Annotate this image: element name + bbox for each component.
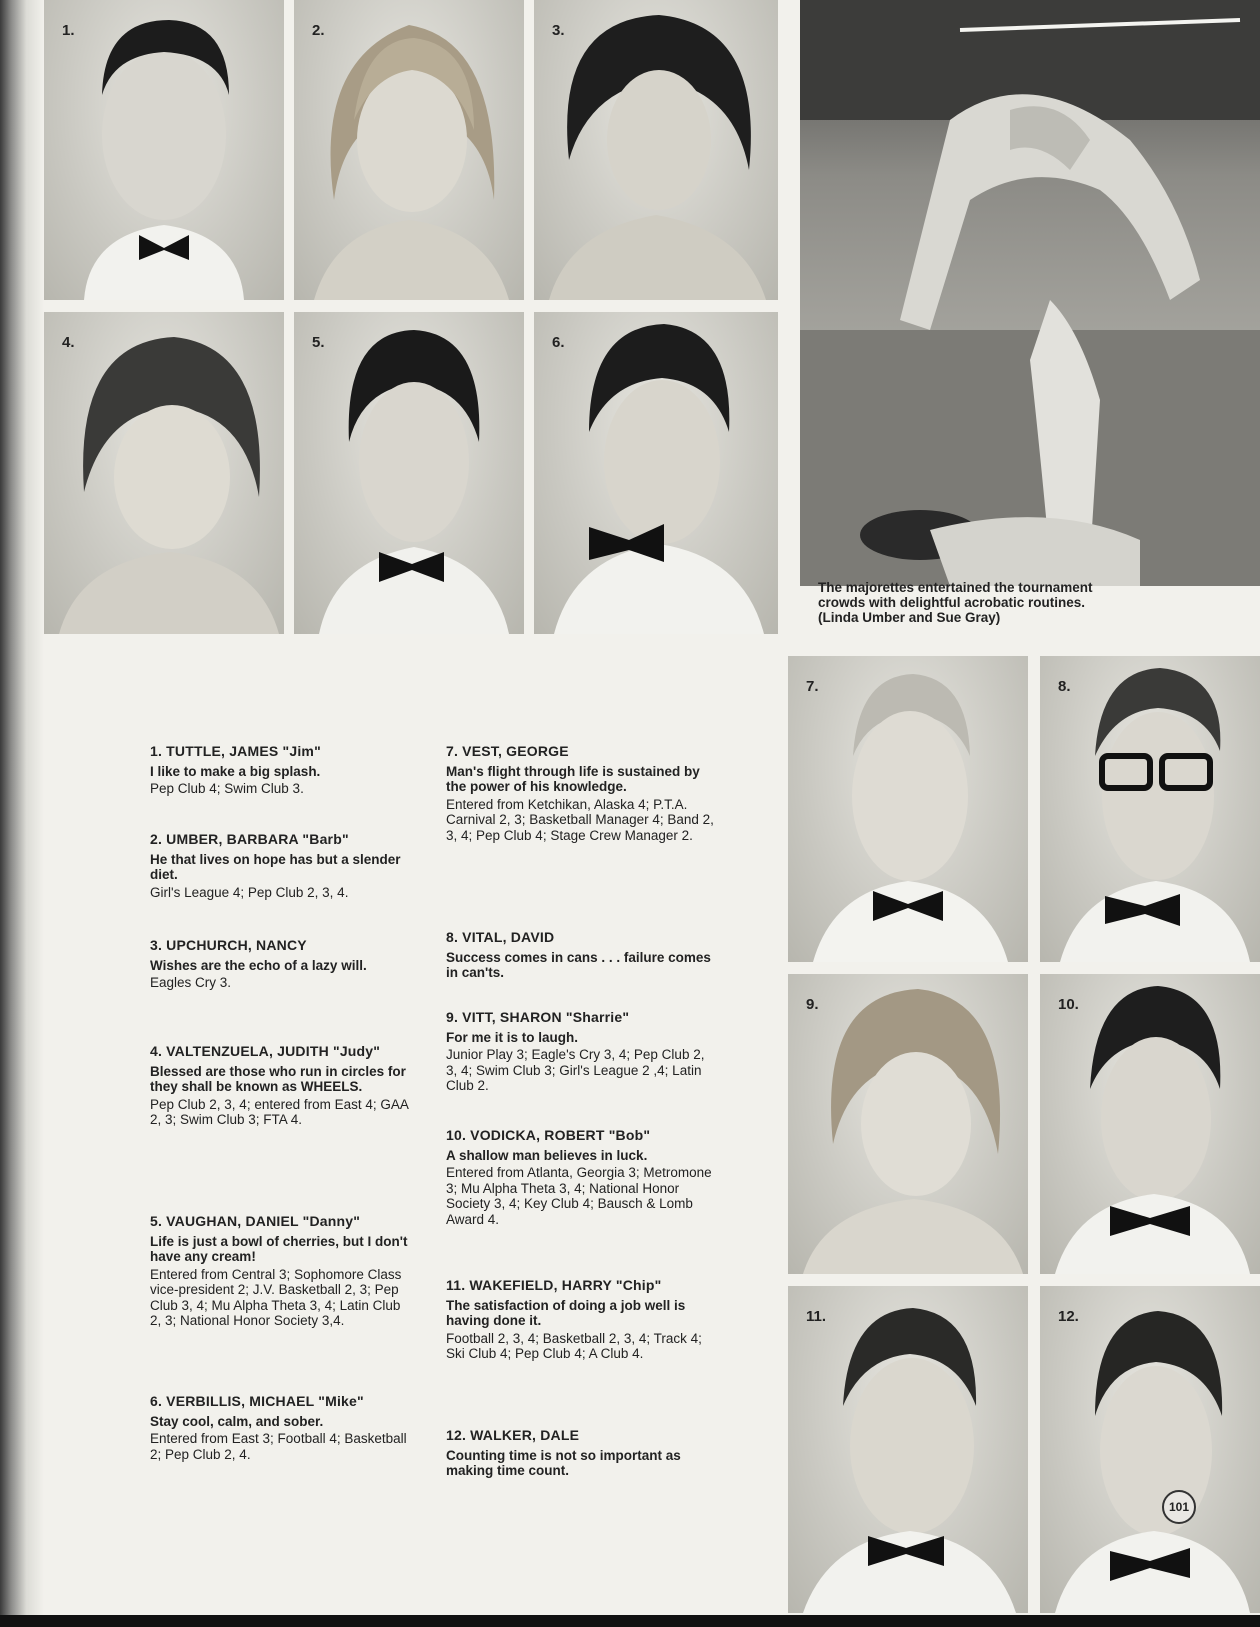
male-portrait (788, 656, 1028, 962)
senior-motto: Man's flight through life is sustained by the power of his knowledge. (446, 763, 700, 794)
senior-entry (446, 1010, 714, 1094)
senior-entry (446, 1278, 714, 1362)
senior-name: 1. TUTTLE, JAMES "Jim" (150, 743, 321, 759)
male-portrait (294, 312, 524, 634)
senior-activities: Entered from East 3; Football 4; Basketball 2; Pep Club 2, 4. (150, 1431, 407, 1462)
male-portrait (1040, 656, 1260, 962)
senior-activities: Junior Play 3; Eagle's Cry 3, 4; Pep Club 2, 3, 4; Swim Club 3; Girl's League 2 ,4; Latin Club 2. (446, 1047, 705, 1093)
portrait-photo (788, 656, 1028, 962)
male-portrait (1040, 1286, 1260, 1613)
portrait-number: 3. (552, 22, 565, 39)
senior-motto: Stay cool, calm, and sober. (150, 1413, 324, 1429)
portrait-number: 2. (312, 22, 325, 39)
senior-activities: Pep Club 4; Swim Club 3. (150, 781, 304, 796)
senior-activities: Entered from Ketchikan, Alaska 4; P.T.A. Carnival 2, 3; Basketball Manager 4; Band 2, 3, 4; Pep Club 4; Stage Crew Manager 2. (446, 796, 714, 843)
male-portrait (1040, 974, 1260, 1274)
portrait-photo (788, 974, 1028, 1274)
portrait-number: 9. (806, 996, 819, 1013)
senior-activities: Eagles Cry 3. (150, 975, 232, 990)
portrait-photo (294, 312, 524, 634)
senior-motto: Life is just a bowl of cherries, but I don't have any cream! (150, 1233, 408, 1264)
female-portrait (294, 0, 524, 300)
portrait-number: 7. (806, 678, 819, 695)
portrait-photo (1040, 656, 1260, 962)
portrait-number: 10. (1058, 996, 1079, 1013)
senior-name: 12. WALKER, DALE (446, 1427, 580, 1443)
portrait-photo (534, 312, 778, 634)
portrait-number: 12. (1058, 1308, 1079, 1325)
senior-entry (150, 744, 410, 797)
senior-entry (446, 930, 714, 983)
portrait-number: 5. (312, 334, 325, 351)
senior-entry (446, 1128, 714, 1227)
portrait-photo (1040, 974, 1260, 1274)
photo-caption: The majorettes entertained the tournament crowds with delightful acrobatic routines. (Linda Umber and Sue Gray) (818, 580, 1093, 625)
portrait-photo (44, 0, 284, 300)
senior-name: 6. VERBILLIS, MICHAEL "Mike" (150, 1393, 364, 1409)
senior-name: 3. UPCHURCH, NANCY (150, 937, 307, 953)
senior-motto: I like to make a big splash. (150, 763, 321, 779)
senior-name: 4. VALTENZUELA, JUDITH "Judy" (150, 1043, 381, 1059)
portrait-number: 1. (62, 22, 75, 39)
portrait-photo (1040, 1286, 1260, 1613)
senior-entry (446, 744, 714, 843)
senior-motto: Counting time is not so important as making time count. (446, 1447, 681, 1478)
senior-entry (150, 832, 410, 900)
portrait-photo (788, 1286, 1028, 1613)
majorettes-photo (800, 0, 1260, 586)
male-portrait (534, 312, 778, 634)
page-bottom-edge (0, 1615, 1260, 1627)
senior-activities: Entered from Atlanta, Georgia 3; Metromone 3; Mu Alpha Theta 3, 4; National Honor Society 3, 4; Key Club 4; Bausch & Lomb Award 4. (446, 1165, 712, 1227)
page-binding-edge (0, 0, 44, 1627)
senior-name: 10. VODICKA, ROBERT "Bob" (446, 1127, 651, 1143)
female-portrait (44, 312, 284, 634)
senior-entry (150, 1214, 410, 1329)
portrait-number: 8. (1058, 678, 1071, 695)
senior-entry (150, 1044, 410, 1128)
portrait-number: 11. (806, 1308, 827, 1325)
portrait-number: 4. (62, 334, 75, 351)
senior-name: 5. VAUGHAN, DANIEL "Danny" (150, 1213, 361, 1229)
senior-motto: The satisfaction of doing a job well is having done it. (446, 1297, 686, 1328)
female-portrait (534, 0, 778, 300)
senior-entry (150, 1394, 410, 1462)
senior-activities: Football 2, 3, 4; Basketball 2, 3, 4; Track 4; Ski Club 4; Pep Club 4; A Club 4. (446, 1330, 702, 1361)
senior-name: 7. VEST, GEORGE (446, 743, 569, 759)
senior-activities: Pep Club 2, 3, 4; entered from East 4; GAA 2, 3; Swim Club 3; FTA 4. (150, 1096, 409, 1127)
majorettes-illustration (800, 0, 1260, 586)
senior-name: 9. VITT, SHARON "Sharrie" (446, 1009, 630, 1025)
page-number-badge: 101 (1162, 1490, 1196, 1524)
female-portrait (788, 974, 1028, 1274)
senior-activities: Entered from Central 3; Sophomore Class vice-president 2; J.V. Basketball 2, 3; Pep Club 3, 4; Mu Alpha Theta 3, 4; Latin Club 2, 3; National Honor Society 3,4. (150, 1266, 402, 1328)
senior-motto: Blessed are those who run in circles for they shall be known as WHEELS. (150, 1063, 406, 1094)
portrait-photo (534, 0, 778, 300)
senior-motto: He that lives on hope has but a slender diet. (150, 851, 401, 882)
male-portrait (788, 1286, 1028, 1613)
portrait-photo (294, 0, 524, 300)
senior-name: 8. VITAL, DAVID (446, 929, 555, 945)
senior-motto: Success comes in cans . . . failure comes in can'ts. (446, 949, 711, 980)
senior-motto: A shallow man believes in luck. (446, 1147, 648, 1163)
male-portrait (44, 0, 284, 300)
senior-entry (446, 1428, 714, 1481)
portrait-number: 6. (552, 334, 565, 351)
senior-name: 2. UMBER, BARBARA "Barb" (150, 831, 349, 847)
senior-motto: For me it is to laugh. (446, 1029, 579, 1045)
senior-entry (150, 938, 410, 991)
portrait-photo (44, 312, 284, 634)
senior-activities: Girl's League 4; Pep Club 2, 3, 4. (150, 884, 349, 900)
senior-motto: Wishes are the echo of a lazy will. (150, 957, 367, 973)
senior-name: 11. WAKEFIELD, HARRY "Chip" (446, 1277, 662, 1293)
